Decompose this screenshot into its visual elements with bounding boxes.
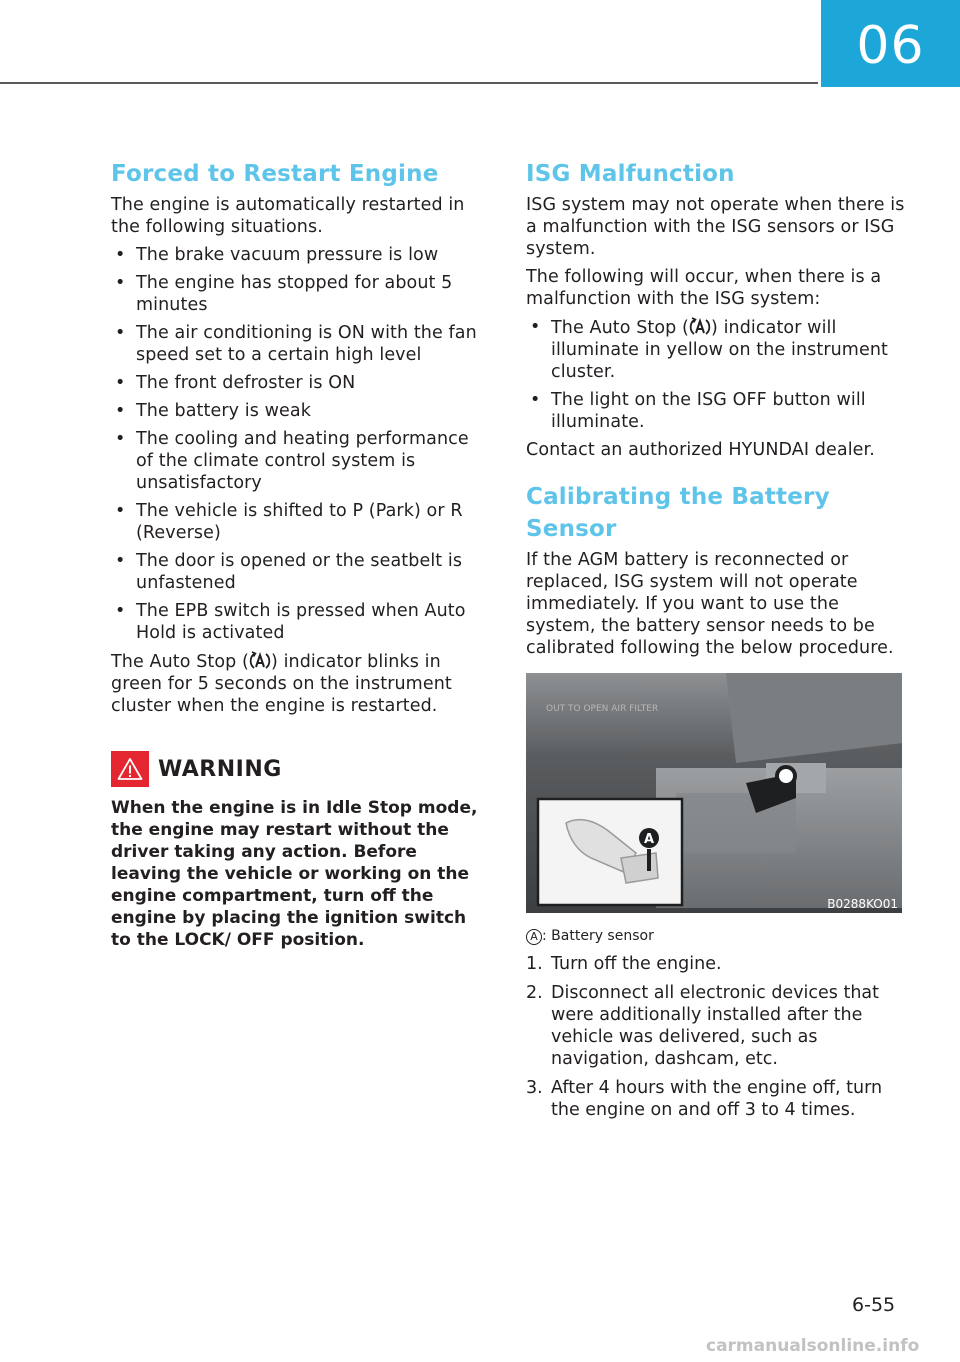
battery-sensor-figure (526, 673, 902, 913)
list-item: • The battery is weak (115, 401, 311, 421)
svg-text:A: A (643, 832, 655, 847)
watermark: carmanualsonline.info (706, 1336, 920, 1356)
calibrating-intro: If the AGM battery is reconnected or replaced, ISG system will not operate immediately. If you want to use the system, the battery sensor needs to be calibrated following the below procedure. (526, 550, 894, 658)
forced-restart-intro: The engine is automatically restarted in the following situations. (111, 195, 465, 237)
right-column (526, 158, 906, 1128)
list-item: 2. Disconnect all electronic devices that were additionally installed after the vehicle was delivered, such as navigation, dashcam, etc. (526, 983, 880, 1069)
page-number: 6-55 (852, 1294, 896, 1316)
restart-conditions-list (111, 244, 491, 644)
figure-caption: A : Battery sensor (526, 927, 906, 945)
auto-stop-restart-note: The Auto Stop ( ) indicator blinks in green for 5 seconds on the instrument cluster when the engine is restarted. (111, 652, 452, 716)
engine-bay-image (526, 673, 902, 913)
warning-triangle-icon (111, 751, 149, 787)
header-rule (0, 82, 818, 84)
isg-malfunction-heading: ISG Malfunction (526, 161, 735, 187)
list-item: • The front defroster is ON (115, 373, 356, 393)
svg-text:OUT TO OPEN AIR FILTER: OUT TO OPEN AIR FILTER (546, 704, 659, 714)
forced-restart-heading: Forced to Restart Engine (111, 161, 439, 187)
auto-stop-icon (249, 650, 271, 672)
auto-stop-icon (689, 316, 711, 338)
malfunction-list (526, 316, 906, 433)
list-item: • The air conditioning is ON with the fan speed set to a certain high level (115, 323, 477, 365)
isg-malfunction-p2: The following will occur, when there is a malfunction with the ISG system: (526, 267, 882, 309)
figure-code: B0288KO01 (827, 897, 898, 911)
list-item: • The EPB switch is pressed when Auto Hold is activated (115, 601, 466, 643)
contact-dealer: Contact an authorized HYUNDAI dealer. (526, 440, 875, 460)
list-item: • The cooling and heating performance of the climate control system is unsatisfactory (115, 429, 469, 493)
isg-malfunction-p1: ISG system may not operate when there is a malfunction with the ISG sensors or ISG system. (526, 195, 905, 259)
warning-text: When the engine is in Idle Stop mode, the engine may restart without the driver taking any action. Before leaving the vehicle or working on the engine compartment, turn off the engine by placing the ignition switch to the LOCK/ OFF position. (111, 798, 478, 950)
calibrating-heading: Calibrating the Battery Sensor (526, 484, 830, 542)
list-item: • The engine has stopped for about 5 minutes (115, 273, 453, 315)
list-item: 3. After 4 hours with the engine off, turn the engine on and off 3 to 4 times. (526, 1078, 883, 1120)
warning-header (111, 751, 491, 787)
list-item: • The brake vacuum pressure is low (115, 245, 439, 265)
calibration-steps (526, 953, 906, 1121)
callout-marker: A (526, 929, 542, 945)
list-item: • The Auto Stop ( ) indicator will illuminate in yellow on the instrument cluster. (530, 317, 888, 382)
list-item: • The vehicle is shifted to P (Park) or R (Reverse) (115, 501, 463, 543)
left-column (111, 158, 491, 951)
warning-block (111, 751, 491, 951)
warning-title: WARNING (158, 756, 282, 782)
list-item: • The light on the ISG OFF button will illuminate. (530, 390, 866, 432)
chapter-number: 06 (856, 16, 925, 76)
chapter-tab (821, 0, 960, 87)
list-item: • The door is opened or the seatbelt is unfastened (115, 551, 463, 593)
list-item: 1. Turn off the engine. (526, 954, 722, 974)
